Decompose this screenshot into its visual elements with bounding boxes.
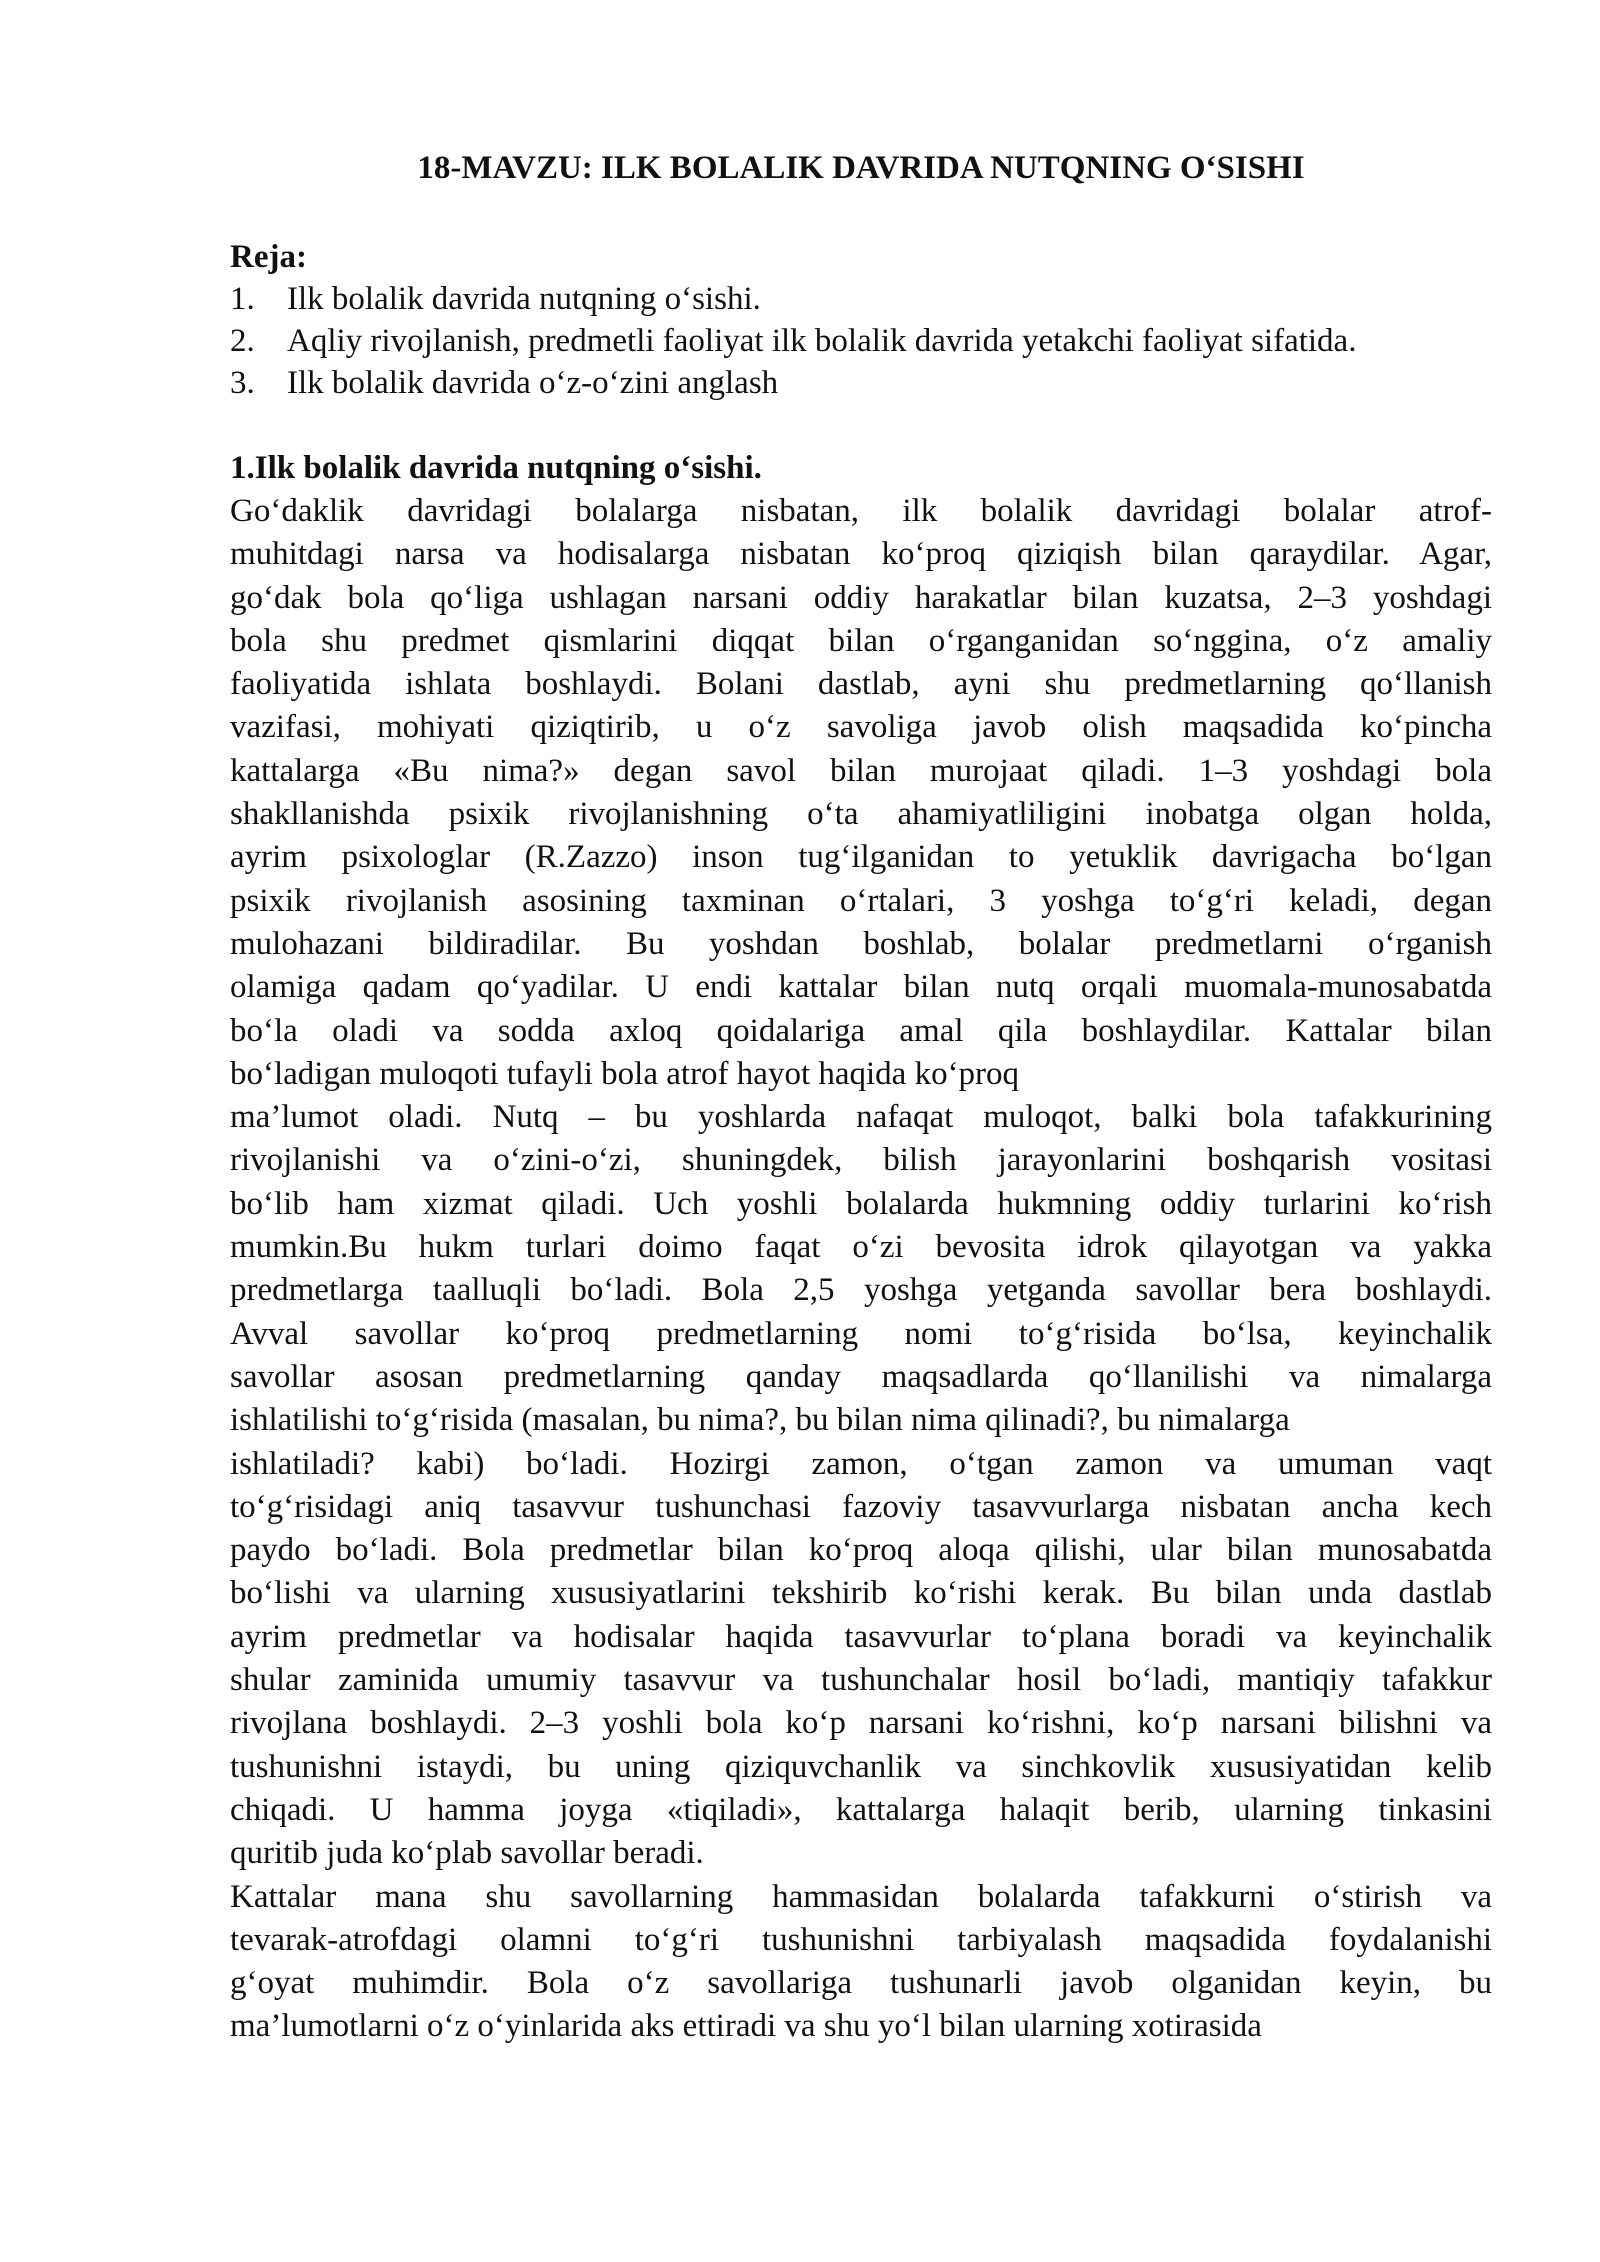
paragraph-4 (230, 1876, 1492, 2049)
plan-item-number: 1. (230, 281, 255, 317)
text-line: bo‘lishi va ularning xususiyatlarini tekshirib ko‘rishi kerak. Bu bilan unda dastlab (230, 1575, 1492, 1612)
plan-item (230, 362, 1492, 404)
text-line: paydo bo‘ladi. Bola predmetlar bilan ko‘proq aloqa qilishi, ular bilan munosabatda (230, 1532, 1492, 1569)
text-line: shular zaminida umumiy tasavvur va tushunchalar hosil bo‘ladi, mantiqiy tafakkur (230, 1662, 1492, 1699)
text-line: olamiga qadam qo‘yadilar. U endi kattalar bilan nutq orqali muomala-munosabatda (230, 969, 1492, 1006)
text-line: ayrim predmetlar va hodisalar haqida tasavvurlar to‘plana boradi va keyinchalik (230, 1618, 1492, 1655)
text-line: mumkin.Bu hukm turlari doimo faqat o‘zi bevosita idrok qilayotgan va yakka (230, 1229, 1492, 1266)
text-line: Go‘daklik davridagi bolalarga nisbatan, ilk bolalik davridagi bolalar atrof- (230, 493, 1492, 529)
paragraph-2 (230, 1096, 1492, 1442)
text-line: mulohazani bildiradilar. Bu yoshdan boshlab, bolalar predmetlarni o‘rganish (230, 925, 1492, 962)
text-line: vazifasi, mohiyati qiziqtirib, u o‘z savoliga javob olish maqsadida ko‘pincha (230, 709, 1492, 746)
text-line: Avval savollar ko‘proq predmetlarning nomi to‘g‘risida bo‘lsa, keyinchalik (230, 1315, 1492, 1352)
text-line: to‘g‘risidagi aniq tasavvur tushunchasi fazoviy tasavvurlarga nisbatan ancha kech (230, 1488, 1492, 1525)
plan-label: Reja: (230, 239, 307, 275)
text-line: tushunishni istaydi, bu uning qiziquvchanlik va sinchkovlik xususiyatidan kelib (230, 1748, 1492, 1785)
plan-item-text: Ilk bolalik davrida nutqning o‘sishi. (287, 281, 761, 317)
document-page (230, 148, 1492, 2049)
plan-section (230, 236, 1492, 404)
text-line: faoliyatida ishlata boshlaydi. Bolani dastlab, ayni shu predmetlarning qo‘llanish (230, 666, 1492, 703)
paragraph-3 (230, 1443, 1492, 1876)
plan-item (230, 278, 1492, 320)
text-line: shakllanishda psixik rivojlanishning o‘ta ahamiyatliligini inobatga olgan holda, (230, 796, 1492, 833)
plan-item-text: Aqliy rivojlanish, predmetli faoliyat ilk bolalik davrida yetakchi faoliyat sifatida. (287, 323, 1357, 359)
text-line: g‘oyat muhimdir. Bola o‘z savollariga tushunarli javob olganidan keyin, bu (230, 1965, 1492, 2002)
text-line: bo‘la oladi va sodda axloq qoidalariga amal qila boshlaydilar. Kattalar bilan (230, 1012, 1492, 1049)
plan-item-number: 3. (230, 365, 255, 401)
text-line: chiqadi. U hamma joyga «tiqiladi», kattalarga halaqit berib, ularning tinkasini (230, 1791, 1492, 1828)
text-line: rivojlana boshlaydi. 2–3 yoshli bola ko‘p narsani ko‘rishni, ko‘p narsani bilishni va (230, 1705, 1492, 1742)
text-line: ishlatilishi to‘g‘risida (masalan, bu nima?, bu bilan nima qilinadi?, bu nimalarga (230, 1402, 1290, 1439)
text-line: bola shu predmet qismlarini diqqat bilan o‘rganganidan so‘nggina, o‘z amaliy (230, 622, 1492, 659)
section-heading: 1.Ilk bolalik davrida nutqning o‘sishi. (230, 450, 762, 486)
plan-item-text: Ilk bolalik davrida o‘z-o‘zini anglash (287, 365, 779, 401)
text-line: bo‘ladigan muloqoti tufayli bola atrof hayot haqida ko‘proq (230, 1055, 1020, 1092)
text-line: bo‘lib ham xizmat qiladi. Uch yoshli bolalarda hukmning oddiy turlarini ko‘rish (230, 1185, 1492, 1222)
plan-item (230, 320, 1492, 362)
text-line: ayrim psixologlar (R.Zazzo) inson tug‘ilganidan to yetuklik davrigacha bo‘lgan (230, 839, 1492, 876)
text-line: ishlatiladi? kabi) bo‘ladi. Hozirgi zamon, o‘tgan zamon va umuman vaqt (230, 1445, 1492, 1482)
text-line: go‘dak bola qo‘liga ushlagan narsani oddiy harakatlar bilan kuzatsa, 2–3 yoshdagi (230, 579, 1492, 616)
text-line: kattalarga «Bu nima?» degan savol bilan murojaat qiladi. 1–3 yoshdagi bola (230, 752, 1492, 789)
page-title: 18-MAVZU: ILK BOLALIK DAVRIDA NUTQNING O‘SISHI (417, 150, 1305, 186)
text-line: psixik rivojlanish asosining taxminan o‘rtalari, 3 yoshga to‘g‘ri keladi, degan (230, 882, 1492, 919)
text-line: savollar asosan predmetlarning qanday maqsadlarda qo‘llanilishi va nimalarga (230, 1358, 1492, 1395)
text-line: Kattalar mana shu savollarning hammasidan bolalarda tafakkurni o‘stirish va (230, 1878, 1492, 1915)
plan-list (230, 278, 1492, 404)
text-line: ma’lumot oladi. Nutq – bu yoshlarda nafaqat muloqot, balki bola tafakkurining (230, 1099, 1492, 1136)
text-line: predmetlarga taalluqli bo‘ladi. Bola 2,5 yoshga yetganda savollar bera boshlaydi. (230, 1272, 1492, 1309)
text-line: tevarak-atrofdagi olamni to‘g‘ri tushunishni tarbiyalash maqsadida foydalanishi (230, 1921, 1492, 1958)
text-line: ma’lumotlarni o‘z o‘yinlarida aks ettiradi va shu yo‘l bilan ularning xotirasida (230, 2008, 1262, 2045)
text-line: rivojlanishi va o‘zini-o‘zi, shuningdek, bilish jarayonlarini boshqarish vositasi (230, 1142, 1492, 1179)
paragraph-1 (230, 490, 1492, 1096)
text-line: quritib juda ko‘plab savollar beradi. (230, 1835, 704, 1872)
text-line: muhitdagi narsa va hodisalarga nisbatan ko‘proq qiziqish bilan qaraydilar. Agar, (230, 536, 1492, 573)
plan-item-number: 2. (230, 323, 255, 359)
